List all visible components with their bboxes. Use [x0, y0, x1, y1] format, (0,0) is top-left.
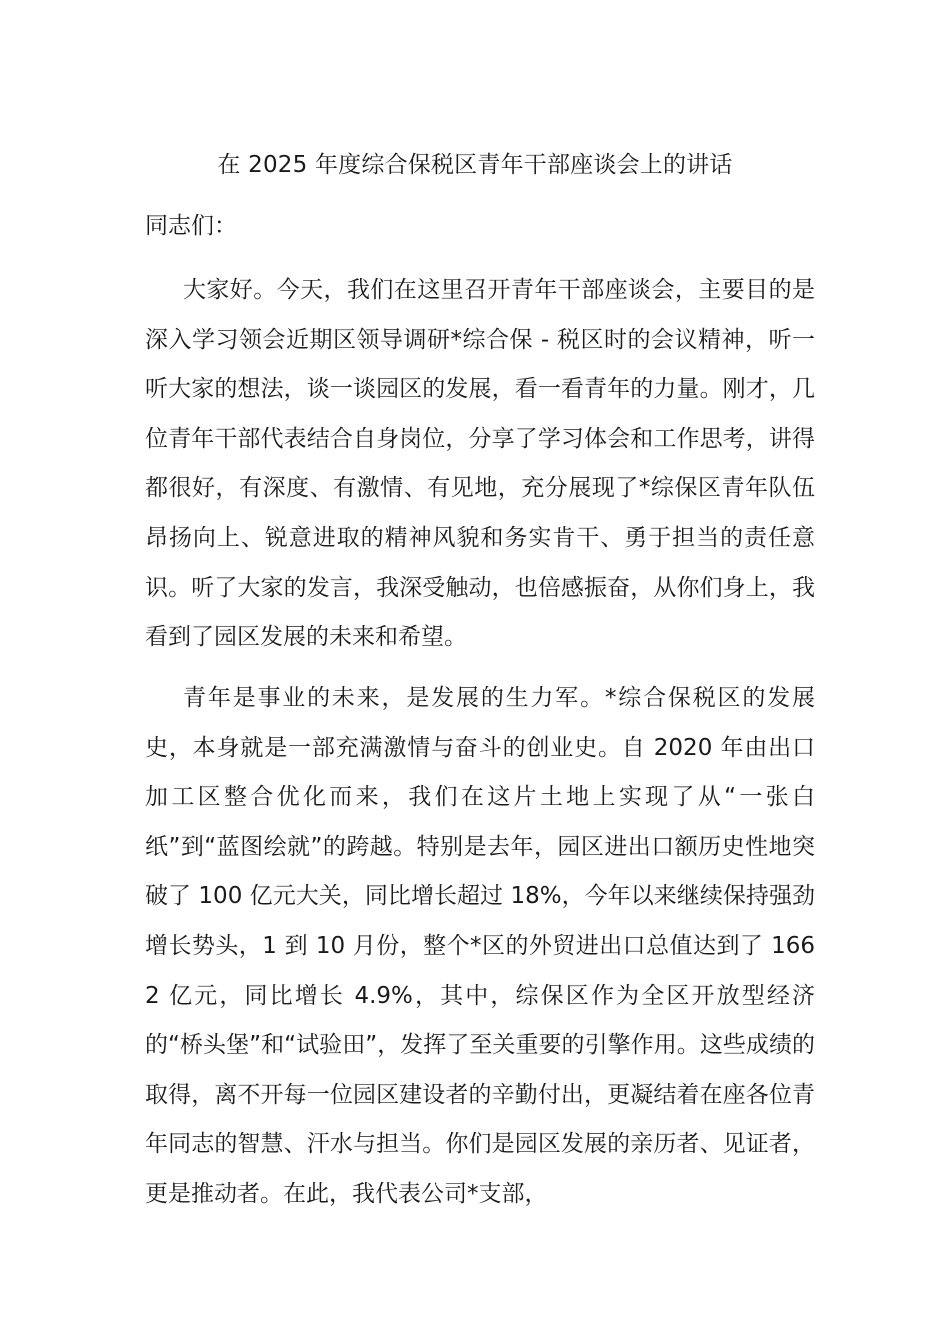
document-title-text: 在 2025 年度综合保税区青年干部座谈会上的讲话 — [217, 152, 733, 178]
document-title — [0, 147, 950, 183]
salutation: 同志们： — [145, 213, 237, 239]
paragraph-1: 大家好。今天，我们在这里召开青年干部座谈会，主要目的是深入学习领会近期区领导调研*综合保 - 税区时的会议精神，听一听大家的想法，谈一谈园区的发展，看一看青年的力量。刚才，几位青年干部代表结合自身岗位，分享了学习体会和工作思考，讲得都很好，有深度、有激情、有见地，充分展现了*综保区青年队伍昂扬向上、锐意进取的精神风貌和务实肯干、勇于担当的责任意识。听了大家的发言，我深受触动，也倍感振奋，从你们身上，我看到了园区发展的未来和希望。 — [145, 277, 815, 651]
paragraph-2: 青年是事业的未来，是发展的生力军。*综合保税区的发展史，本身就是一部充满激情与奋斗的创业史。自 2020 年由出口加工区整合优化而来，我们在这片土地上实现了从“一张白纸”到“蓝图绘就”的跨越。特别是去年，园区进出口额历史性地突破了 100 亿元大关，同比增长超过 18%，今年以来继续保持强劲增长势头，1 到 10 月份，整个*区的外贸进出口总值达到了 1662 亿元，同比增长 4.9%，其中，综保区作为全区开放型经济的“桥头堡”和“试验田”，发挥了至关重要的引擎作用。这些成绩的取得，离不开每一位园区建设者的辛勤付出，更凝结着在座各位青年同志的智慧、汗水与担当。你们是园区发展的亲历者、见证者，更是推动者。在此，我代表公司*支部， — [145, 685, 815, 1207]
